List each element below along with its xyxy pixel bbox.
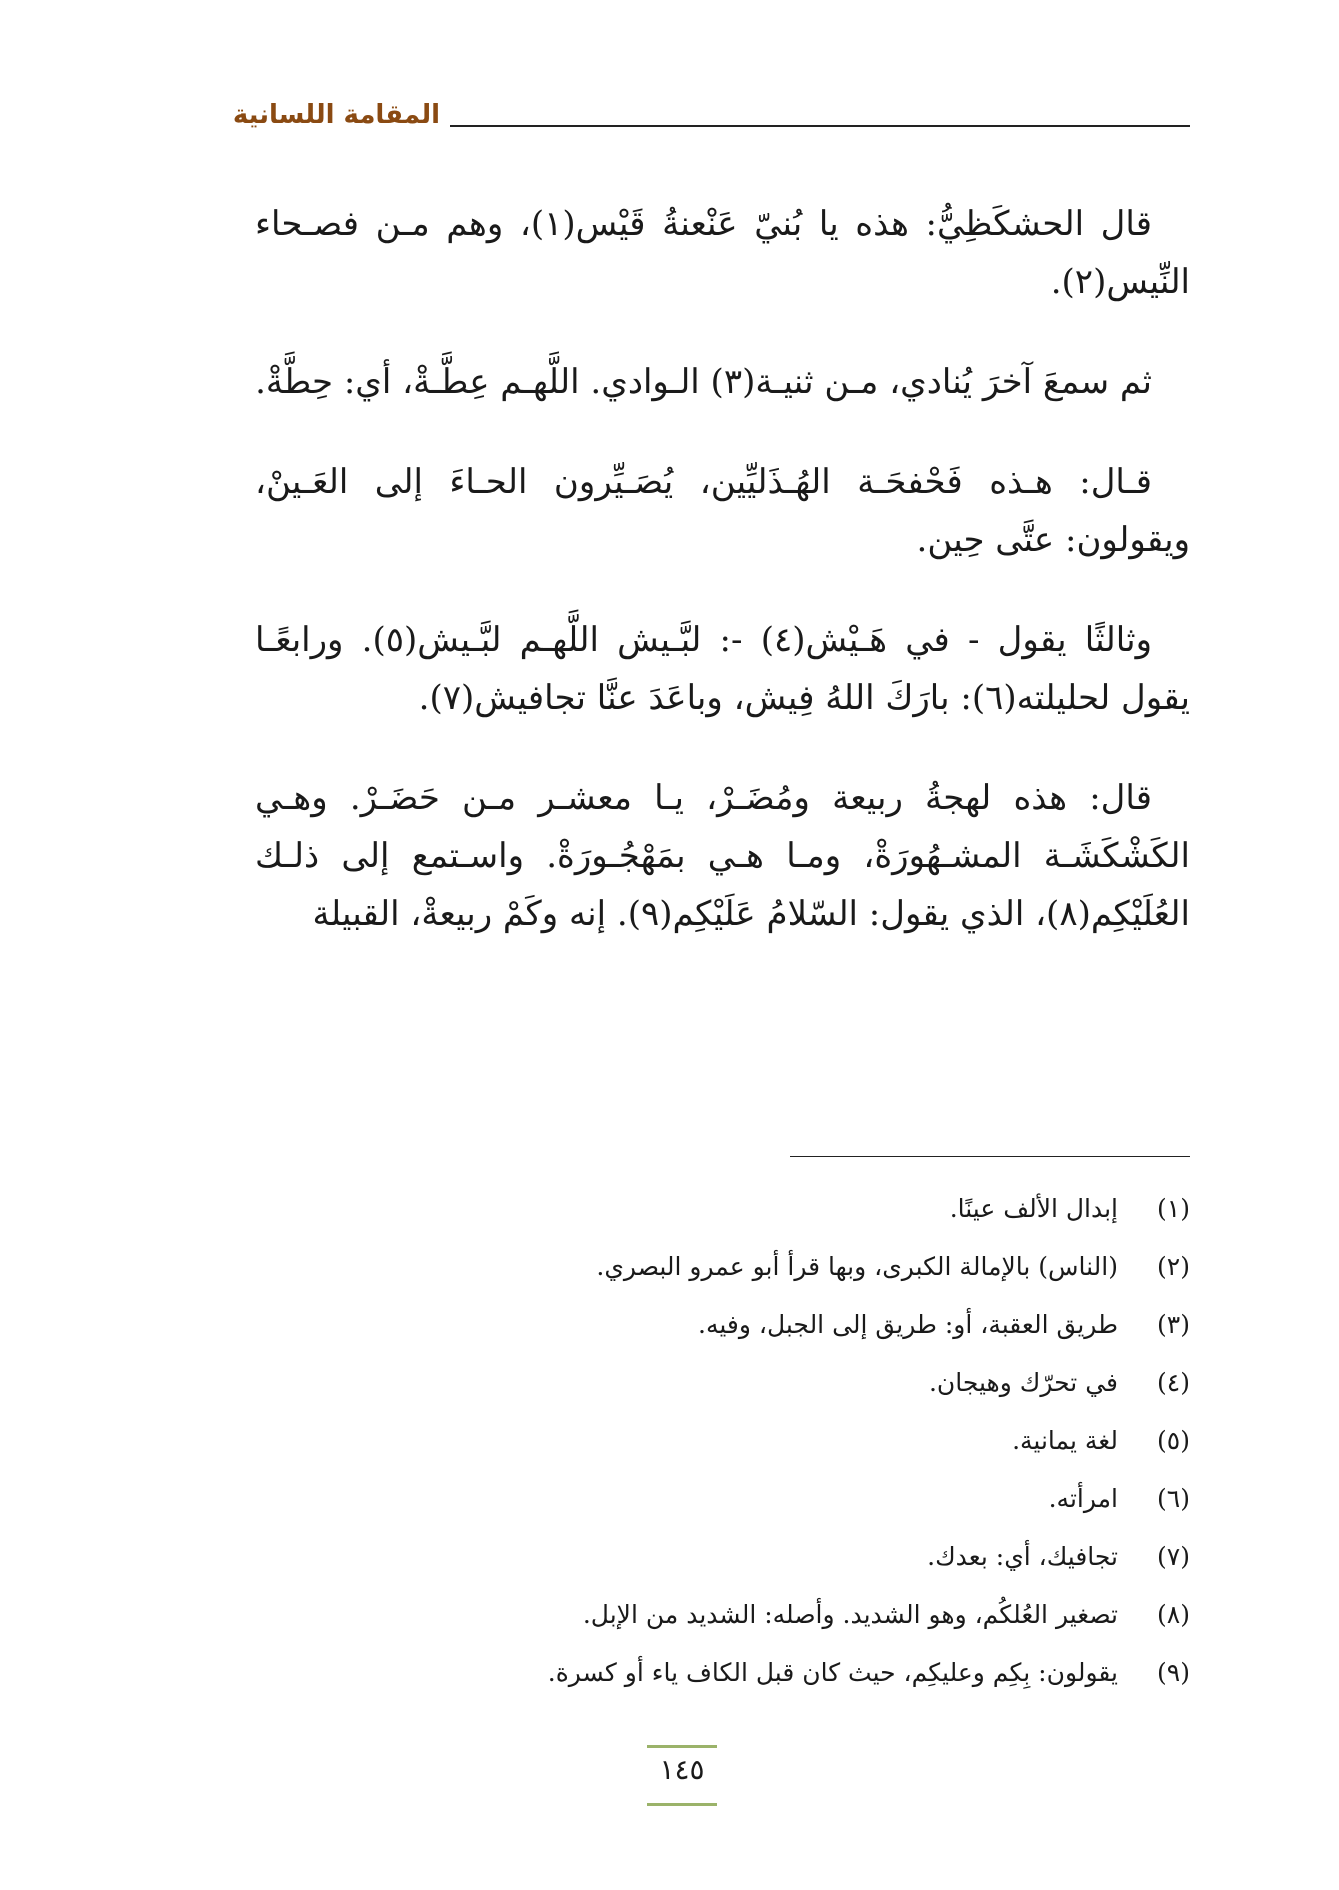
paragraph: وثالثًا يقول - في هَـيْش(٤) -: لبَّـيش اللَّهـم لبَّـيش(٥). ورابعًـا يقول لحليلته(٦): بارَكَ اللهُ فِيش، وباعَدَ عنَّا تجافيش(٧). [255,620,1190,718]
paragraph: قال الحشكَظِيُّ: هذه يا بُنيّ عَنْعنةُ قَيْس(١)، وهم مـن فصـحاء النِّيس(٢). [255,204,1190,302]
footnote [255,1238,1190,1296]
footnote-number: (٧) [1157,1542,1190,1571]
footnote-text: (الناس) بالإمالة الكبرى، وبها قرأ أبو عمرو البصري. [596,1252,1118,1281]
footnote-number: (٥) [1157,1426,1190,1455]
footnote-number: (١) [1157,1194,1190,1223]
page-number-rule-bottom [647,1803,717,1806]
footnote [255,1644,1190,1702]
footnote [255,1180,1190,1238]
header-title: المقامة اللسانية [232,100,440,130]
header-rule [450,125,1190,127]
footnote [255,1528,1190,1586]
footnote-separator [790,1156,1190,1157]
footnote [255,1412,1190,1470]
footnote [255,1296,1190,1354]
footnote [255,1354,1190,1412]
page-number-rule-top [647,1745,717,1748]
paragraph: ثم سمعَ آخرَ يُنادي، مـن ثنيـة(٣) الـوادي. اللَّهـم عِطَّـةْ، أي: حِطَّةْ. [255,362,1152,402]
paragraph: قال: هذه لهجةُ ربيعة ومُضَـرْ، يـا معشـر مـن حَضَـرْ. وهـي الكَشْكَشَـة المشـهُورَةْ، ومـا هـي بمَهْجُـورَةْ. واسـتمع إلى ذلـك العُلَيْكِم(٨)، الذي يقول: السّلامُ عَلَيْكِم(٩). إنه وكَمْ ربيعةْ، القبيلة [255,778,1190,934]
footnote-text: يقولون: بِكِم وعليكِم، حيث كان قبل الكاف ياء أو كسرة. [547,1658,1118,1687]
footnote-text: لغة يمانية. [1012,1426,1118,1455]
footnote-number: (٤) [1157,1368,1190,1397]
footnote-number: (٨) [1157,1600,1190,1629]
footnotes [255,1180,1190,1702]
page-number: ١٤٥ [659,1753,705,1786]
paragraph: قـال: هـذه فَحْفحَـة الهُـذَليِّين، يُصَـيِّرون الحـاءَ إلى العَـينْ، ويقولون: عتَّى حِين. [255,462,1190,560]
footnote-text: طريق العقبة، أو: طريق إلى الجبل، وفيه. [698,1310,1118,1339]
body-text [255,195,1190,985]
footnote [255,1586,1190,1644]
footnote-number: (٣) [1157,1310,1190,1339]
footnote-text: في تحرّك وهيجان. [928,1368,1118,1397]
footnote-number: (٦) [1157,1484,1190,1513]
running-header [232,100,1190,140]
footnote [255,1470,1190,1528]
footnote-text: إبدال الألف عينًا. [949,1194,1118,1223]
footnote-text: امرأته. [1048,1484,1118,1513]
footnote-text: تصغير العُلكُم، وهو الشديد. وأصله: الشديد من الإبل. [582,1600,1118,1629]
footnote-text: تجافيك، أي: بعدك. [927,1542,1118,1571]
footnote-number: (٢) [1157,1252,1190,1281]
footnote-number: (٩) [1157,1658,1190,1687]
